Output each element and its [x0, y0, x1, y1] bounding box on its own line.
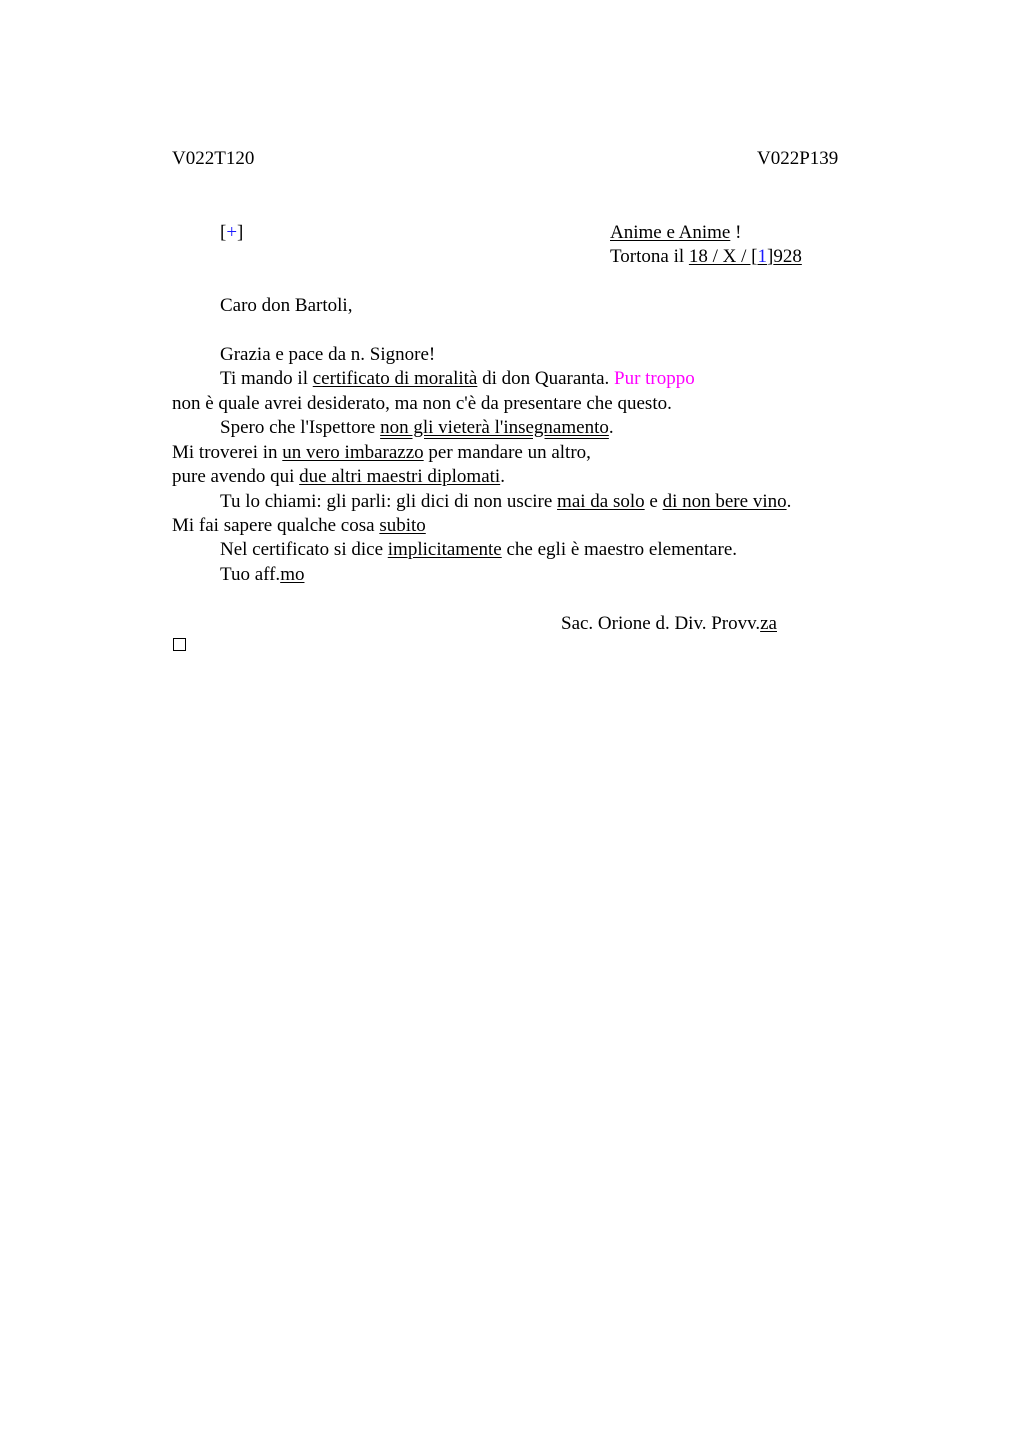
marker-open: [ [220, 222, 227, 243]
letter-line-2: non è quale avrei desiderato, ma non c'è da presentare che questo. [172, 393, 672, 414]
signature-suffix: za [760, 613, 777, 634]
underlined-phrase: di non bere vino [662, 491, 787, 512]
motto: Anime e Anime [610, 222, 731, 243]
letter-line-4: Mi troverei in un vero imbarazzo per mandare un altro, [172, 442, 591, 463]
end-square-icon [173, 638, 186, 651]
underlined-phrase: certificato di moralità [312, 368, 478, 389]
greeting: Grazia e pace da n. Signore! [220, 344, 436, 365]
salutation: Caro don Bartoli, [220, 295, 353, 316]
signature: Sac. Orione d. Div. Provv.za [561, 613, 777, 634]
cross-marker [220, 221, 243, 245]
marker-plus: + [226, 222, 238, 243]
place: Tortona il [610, 246, 689, 267]
letter-line-6: Tu lo chiami: gli parli: gli dici di non uscire mai da solo e di non bere vino. [220, 491, 792, 512]
underlined-phrase: mai da solo [557, 491, 645, 512]
underlined-phrase: due altri maestri diplomati [299, 466, 501, 487]
letter-line-3: Spero che l'Ispettore non gli vieterà l'insegnamento. [220, 417, 614, 438]
motto-end: ! [730, 222, 742, 243]
highlighted-phrase: Pur troppo [614, 368, 695, 389]
document-code-left: V022T120 [172, 148, 255, 169]
underlined-phrase: implicitamente [387, 539, 502, 560]
letter-line-8: Nel certificato si dice implicitamente che egli è maestro elementare. [220, 539, 737, 560]
letter-line-5: pure avendo qui due altri maestri diplomati. [172, 466, 505, 487]
double-underlined-phrase: non gli vieterà l'insegnamento [380, 417, 609, 438]
letter-line-1: Ti mando il certificato di moralità di don Quaranta. Pur troppo [220, 368, 695, 389]
marker-close: ] [237, 222, 244, 243]
underlined-phrase: un vero imbarazzo [282, 442, 424, 463]
document-code-right: V022P139 [757, 148, 839, 169]
underlined-phrase: subito [379, 515, 426, 536]
letter-line-7: Mi fai sapere qualche cosa subito [172, 515, 426, 536]
motto-line [610, 221, 741, 245]
date-line [610, 245, 802, 269]
closing-suffix: mo [280, 564, 305, 585]
date: 18 / X / [1]928 [688, 246, 802, 267]
closing: Tuo aff.mo [220, 564, 305, 585]
